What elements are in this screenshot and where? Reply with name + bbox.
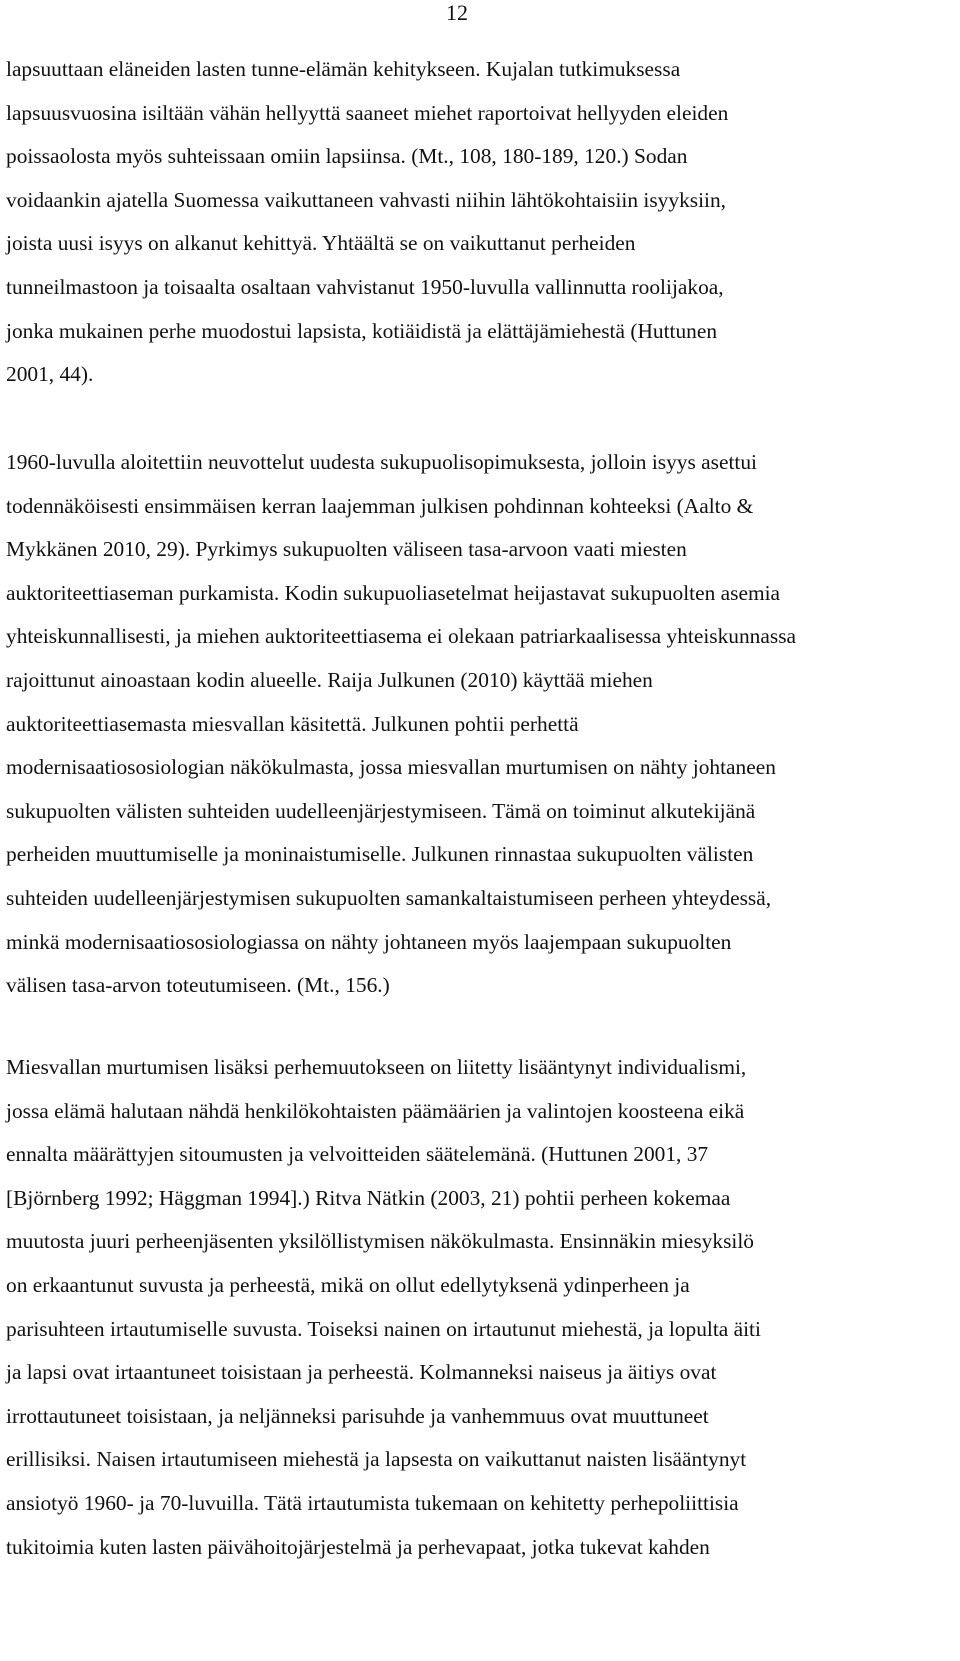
text-line: parisuhteen irtautumiselle suvusta. Toiseksi nainen on irtautunut miehestä, ja lopulta äiti [6, 1316, 761, 1341]
text-line: poissaolosta myös suhteissaan omiin lapsiinsa. (Mt., 108, 180-189, 120.) Sodan [6, 144, 688, 169]
text-line: sukupuolten välisten suhteiden uudelleenjärjestymiseen. Tämä on toiminut alkutekijänä [6, 798, 756, 823]
text-line: 2001, 44). [6, 362, 94, 387]
text-line: jossa elämä halutaan nähdä henkilökohtaisten päämäärien ja valintojen koosteena eikä [6, 1098, 745, 1123]
text-line: ansiotyö 1960- ja 70-luvuilla. Tätä irtautumista tukemaan on kehitetty perhepoliittisia [6, 1490, 739, 1515]
text-line: jonka mukainen perhe muodostui lapsista, kotiäidistä ja elättäjämiehestä (Huttunen [6, 318, 718, 343]
text-line: irrottautuneet toisistaan, ja neljänneksi parisuhde ja vanhemmuus ovat muuttuneet [6, 1403, 709, 1428]
text-line: on erkaantunut suvusta ja perheestä, mikä on ollut edellytyksenä ydinperheen ja [6, 1272, 690, 1297]
text-line: rajoittunut ainoastaan kodin alueelle. Raija Julkunen (2010) käyttää miehen [6, 667, 653, 692]
text-line: auktoriteettiasemasta miesvallan käsitettä. Julkunen pohtii perhettä [6, 711, 579, 736]
page-number: 12 [446, 0, 468, 25]
text-line: auktoriteettiaseman purkamista. Kodin sukupuoliasetelmat heijastavat sukupuolten asemia [6, 580, 781, 605]
text-line: suhteiden uudelleenjärjestymisen sukupuolten samankaltaistumiseen perheen yhteydessä, [6, 885, 772, 910]
text-line: ennalta määrättyjen sitoumusten ja velvoitteiden säätelemänä. (Huttunen 2001, 37 [6, 1142, 709, 1167]
text-line: voidaankin ajatella Suomessa vaikuttaneen vahvasti niihin lähtökohtaisiin isyyksiin, [6, 187, 727, 212]
text-line: 1960-luvulla aloitettiin neuvottelut uudesta sukupuolisopimuksesta, jolloin isyys asettui [6, 450, 757, 474]
text-line: [Björnberg 1992; Häggman 1994].) Ritva Nätkin (2003, 21) pohtii perheen kokemaa [6, 1185, 731, 1210]
text-line: tunneilmastoon ja toisaalta osaltaan vahvistanut 1950-luvulla vallinnutta roolijakoa, [6, 274, 724, 299]
text-line: tukitoimia kuten lasten päivähoitojärjestelmä ja perhevapaat, jotka tukevat kahden [6, 1534, 710, 1559]
text-line: lapsuuttaan eläneiden lasten tunne-elämän kehitykseen. Kujalan tutkimuksessa [6, 57, 681, 81]
text-line: välisen tasa-arvon toteutumiseen. (Mt., 156.) [6, 973, 390, 998]
text-line: ja lapsi ovat irtaantuneet toisistaan ja perheestä. Kolmanneksi naiseus ja äitiys ovat [6, 1360, 717, 1385]
text-line: modernisaatiososiologian näkökulmasta, jossa miesvallan murtumisen on nähty johtaneen [6, 755, 776, 780]
paragraph-3 [6, 1046, 954, 1569]
text-line: erillisiksi. Naisen irtautumiseen miehestä ja lapsesta on vaikuttanut naisten lisääntynyt [6, 1447, 747, 1472]
text-line: Miesvallan murtumisen lisäksi perhemuutokseen on liitetty lisääntynyt individualismi, [6, 1055, 747, 1079]
text-line: lapsuusvuosina isiltään vähän hellyyttä saaneet miehet raportoivat hellyyden eleiden [6, 100, 729, 125]
text-line: joista uusi isyys on alkanut kehittyä. Yhtäältä se on vaikuttanut perheiden [6, 231, 636, 256]
text-line: muutosta juuri perheenjäsenten yksilöllistymisen näkökulmasta. Ensinnäkin miesyksilö [6, 1229, 754, 1254]
paragraph-2 [6, 441, 954, 1008]
text-line: todennäköisesti ensimmäisen kerran laajemman julkisen pohdinnan kohteeksi (Aalto & [6, 493, 754, 518]
text-line: Mykkänen 2010, 29). Pyrkimys sukupuolten väliseen tasa-arvoon vaati miesten [6, 537, 687, 562]
text-line: yhteiskunnallisesti, ja miehen auktoriteettiasema ei olekaan patriarkaalisessa yhteiskunnassa [6, 624, 797, 649]
paragraph-1 [6, 48, 954, 397]
text-line: perheiden muuttumiselle ja moninaistumiselle. Julkunen rinnastaa sukupuolten välisten [6, 842, 754, 867]
text-line: minkä modernisaatiososiologiassa on nähty johtaneen myös laajempaan sukupuolten [6, 929, 732, 954]
